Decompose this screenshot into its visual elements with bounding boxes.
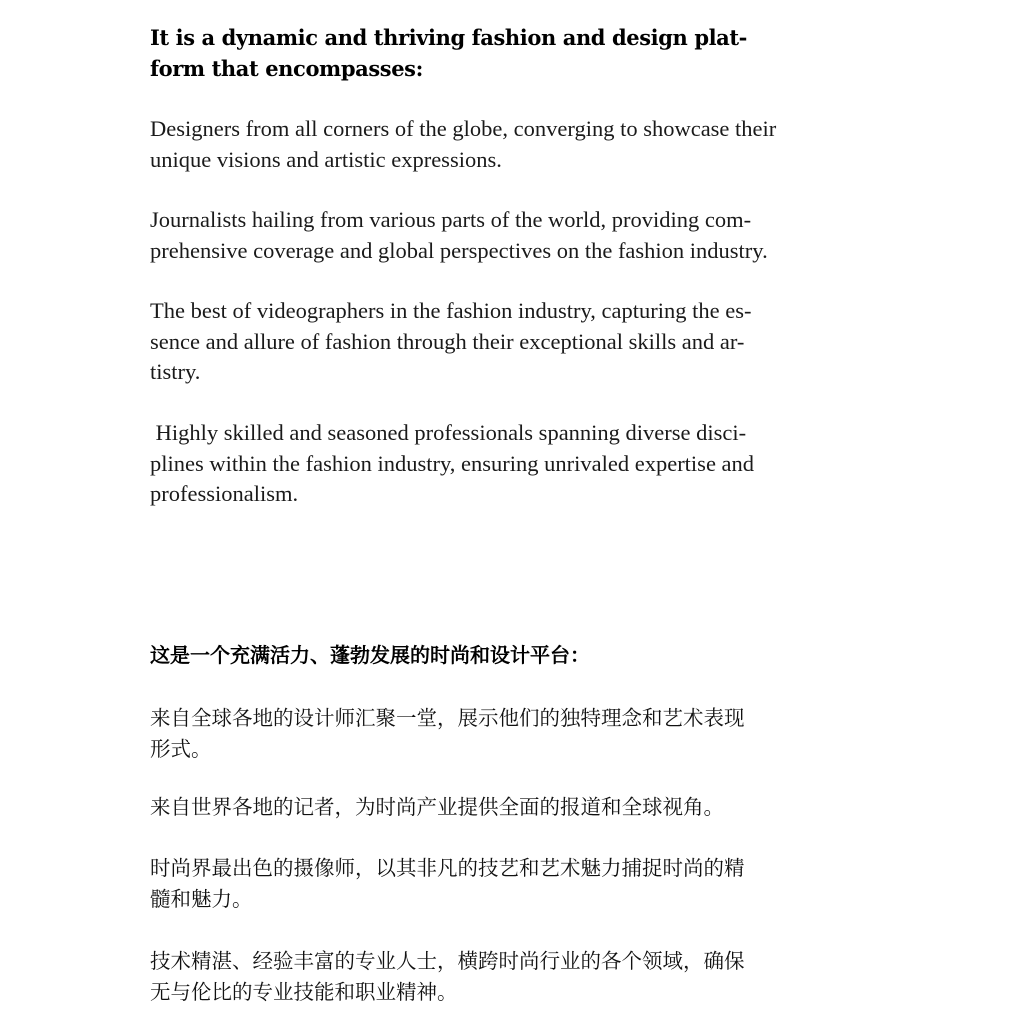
paragraph-line: unique visions and artistic expressions.	[150, 146, 502, 172]
paragraph-line: 无与伦比的专业技能和职业精神。	[150, 980, 458, 1004]
document-page	[150, 0, 855, 1024]
paragraph-line: prehensive coverage and global perspectives on the fashion industry.	[150, 237, 768, 263]
chinese-paragraph-videographers	[150, 853, 850, 915]
paragraph-line: Designers from all corners of the globe, converging to showcase their	[150, 116, 777, 141]
paragraph-line: plines within the fashion industry, ensuring unrivaled expertise and	[150, 450, 755, 476]
english-paragraph-professionals	[150, 418, 855, 510]
chinese-paragraph-designers	[150, 703, 850, 765]
english-heading-line: It is a dynamic and thriving fashion and design plat-	[150, 25, 747, 50]
english-paragraph-journalists	[150, 205, 855, 266]
paragraph-line: 髓和魅力。	[150, 887, 253, 911]
english-paragraph-designers	[150, 114, 855, 175]
english-heading-line: form that encompasses:	[150, 56, 423, 81]
paragraph-line: tistry.	[150, 359, 201, 384]
paragraph-line: 形式。	[150, 737, 212, 761]
paragraph-line: Journalists hailing from various parts of the world, providing com-	[150, 207, 752, 232]
paragraph-line: sence and allure of fashion through their exceptional skills and ar-	[150, 328, 745, 354]
paragraph-line: 时尚界最出色的摄像师，以其非凡的技艺和艺术魅力捕捉时尚的精	[150, 856, 745, 880]
english-heading	[150, 22, 855, 84]
chinese-paragraph-professionals	[150, 946, 850, 1008]
paragraph-line: professionalism.	[150, 481, 299, 506]
paragraph-line: 技术精湛、经验丰富的专业人士，横跨时尚行业的各个领域，确保	[150, 949, 745, 973]
chinese-paragraph-journalists	[150, 792, 850, 823]
paragraph-line: 来自全球各地的设计师汇聚一堂，展示他们的独特理念和艺术表现	[150, 706, 745, 730]
chinese-heading: 这是一个充满活力、蓬勃发展的时尚和设计平台：	[150, 643, 590, 667]
paragraph-line: 来自世界各地的记者，为时尚产业提供全面的报道和全球视角。	[150, 795, 724, 819]
paragraph-line: Highly skilled and seasoned professionals spanning diverse disci-	[150, 420, 747, 445]
english-paragraph-videographers	[150, 296, 855, 388]
paragraph-line: The best of videographers in the fashion industry, capturing the es-	[150, 298, 752, 323]
